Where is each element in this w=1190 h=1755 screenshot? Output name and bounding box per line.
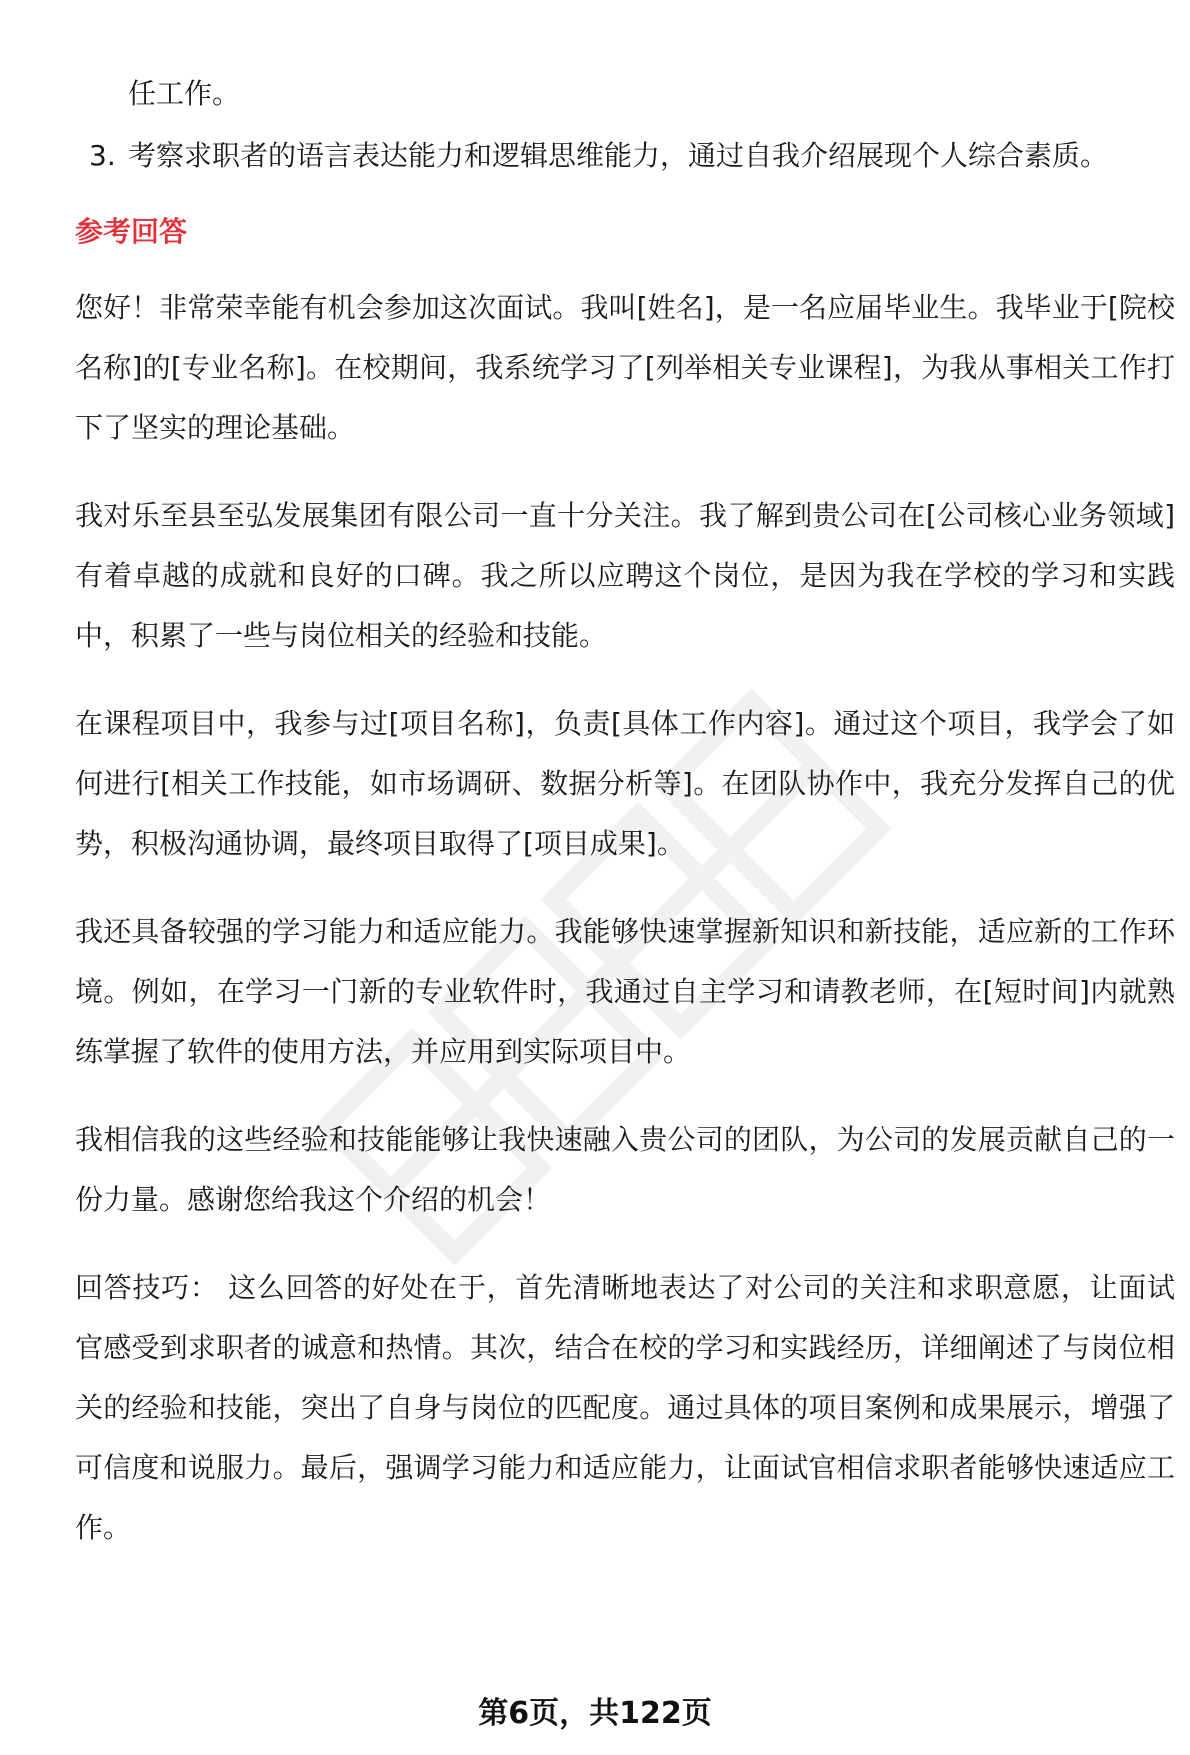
- list-item-continuation: 任工作。: [128, 77, 241, 110]
- list-item-3: [75, 126, 1175, 186]
- paragraph-learning-ability: 我还具备较强的学习能力和适应能力。我能够快速掌握新知识和新技能，适应新的工作环境。例如，在学习一门新的专业软件时，我通过自主学习和请教老师，在[短时间]内就熟练掌握了软件的使用方法，并应用到实际项目中。: [75, 915, 1175, 1068]
- main-content: [75, 66, 1175, 1586]
- paragraph-answer-tips: 回答技巧： 这么回答的好处在于，首先清晰地表达了对公司的关注和求职意愿，让面试官感受到求职者的诚意和热情。其次，结合在校的学习和实践经历，详细阐述了与岗位相关的经验和技能，突出了自身与岗位的匹配度。通过具体的项目案例和成果展示，增强了可信度和说服力。最后，强调学习能力和适应能力，让面试官相信求职者能够快速适应工作。: [75, 1271, 1175, 1544]
- list-item-number: 3.: [89, 139, 116, 172]
- paragraph-intro: 您好！非常荣幸能有机会参加这次面试。我叫[姓名]，是一名应届毕业生。我毕业于[院校名称]的[专业名称]。在校期间，我系统学习了[列举相关专业课程]，为我从事相关工作打下了坚实的理论基础。: [75, 291, 1175, 444]
- section-heading-reference-answer: 参考回答: [75, 215, 188, 248]
- paragraph-closing: 我相信我的这些经验和技能能够让我快速融入贵公司的团队，为公司的发展贡献自己的一份力量。感谢您给我这个介绍的机会！: [75, 1123, 1175, 1216]
- paragraph-company-interest: 我对乐至县至弘发展集团有限公司一直十分关注。我了解到贵公司在[公司核心业务领域]有着卓越的成就和良好的口碑。我之所以应聘这个岗位，是因为我在学校的学习和实践中，积累了一些与岗位相关的经验和技能。: [75, 499, 1175, 652]
- paragraph-project-experience: 在课程项目中，我参与过[项目名称]，负责[具体工作内容]。通过这个项目，我学会了如何进行[相关工作技能，如市场调研、数据分析等]。在团队协作中，我充分发挥自己的优势，积极沟通协调，最终项目取得了[项目成果]。: [75, 707, 1175, 860]
- list-item-text: 考察求职者的语言表达能力和逻辑思维能力，通过自我介绍展现个人综合素质。: [128, 139, 1109, 172]
- page-number-footer: 第6页，共122页: [478, 1696, 712, 1731]
